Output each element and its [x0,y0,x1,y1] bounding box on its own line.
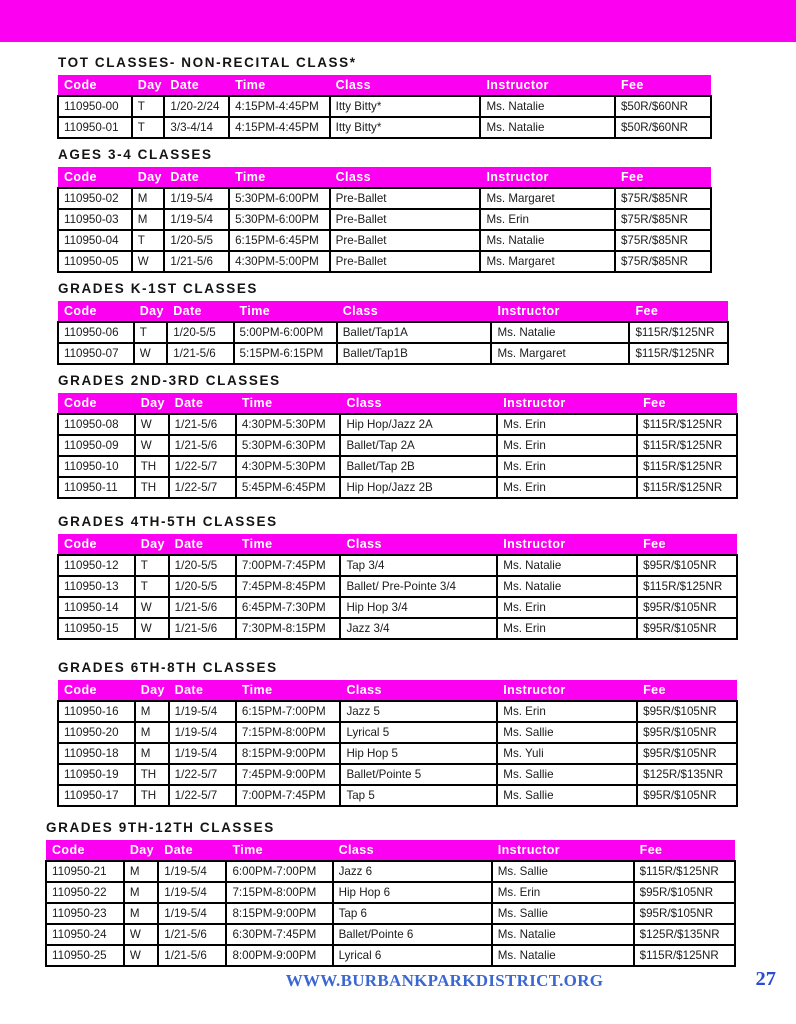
table-header-row [58,534,737,555]
table-row [46,924,735,945]
cell-time: 7:30PM-8:15PM [236,618,341,639]
cell-instructor: Ms. Sallie [492,861,634,882]
section-title: GRADES K-1ST CLASSES [58,281,259,296]
cell-day: T [132,117,165,138]
cell-day: W [134,343,168,364]
cell-fee: $95R/$105NR [637,701,737,722]
column-header-instructor: Instructor [491,301,629,322]
cell-class: Hip Hop 3/4 [340,597,497,618]
column-header-code: Code [58,301,134,322]
column-header-day: Day [124,840,158,861]
cell-class: Hip Hop 5 [340,743,497,764]
column-header-date: Date [158,840,226,861]
section-title: GRADES 4TH-5TH CLASSES [58,514,278,529]
cell-fee: $95R/$105NR [637,555,737,576]
cell-time: 7:00PM-7:45PM [236,555,341,576]
cell-fee: $115R/$125NR [637,477,737,498]
table-row [58,209,711,230]
cell-code: 110950-08 [58,414,135,435]
cell-fee: $95R/$105NR [634,903,735,924]
cell-fee: $115R/$125NR [629,322,728,343]
cell-time: 4:30PM-5:00PM [229,251,330,272]
column-header-fee: Fee [637,680,737,701]
cell-class: Ballet/Tap1B [337,343,492,364]
table-row [58,764,737,785]
table-row [58,188,711,209]
cell-day: T [135,576,169,597]
cell-time: 6:15PM-7:00PM [236,701,341,722]
column-header-time: Time [236,534,341,555]
table-row [58,576,737,597]
table-row [58,414,737,435]
column-header-code: Code [58,680,135,701]
cell-code: 110950-03 [58,209,132,230]
cell-date: 1/19-5/4 [164,188,229,209]
cell-date: 1/21-5/6 [164,251,229,272]
cell-instructor: Ms. Erin [480,209,615,230]
table-row [58,785,737,806]
class-section [57,660,796,807]
cell-date: 1/20-5/5 [169,576,236,597]
cell-date: 1/19-5/4 [169,743,236,764]
table-row [46,945,735,966]
cell-instructor: Ms. Natalie [491,322,629,343]
cell-fee: $125R/$135NR [637,764,737,785]
table-header [58,534,737,555]
section-title: GRADES 9TH-12TH CLASSES [46,820,275,835]
cell-class: Tap 6 [333,903,492,924]
cell-code: 110950-00 [58,96,132,117]
cell-code: 110950-14 [58,597,135,618]
cell-class: Ballet/ Pre-Pointe 3/4 [340,576,497,597]
cell-date: 1/19-5/4 [169,701,236,722]
cell-time: 8:15PM-9:00PM [226,903,332,924]
cell-date: 1/20-5/5 [167,322,233,343]
column-header-day: Day [135,534,169,555]
section-title: GRADES 6TH-8TH CLASSES [58,660,278,675]
cell-instructor: Ms. Sallie [492,903,634,924]
cell-code: 110950-06 [58,322,134,343]
cell-code: 110950-19 [58,764,135,785]
cell-code: 110950-17 [58,785,135,806]
cell-fee: $115R/$125NR [637,456,737,477]
cell-date: 1/21-5/6 [169,414,236,435]
cell-day: M [124,882,158,903]
table-row [58,597,737,618]
cell-time: 5:30PM-6:00PM [229,209,330,230]
column-header-time: Time [226,840,332,861]
cell-date: 1/21-5/6 [167,343,233,364]
cell-day: W [135,597,169,618]
column-header-class: Class [333,840,492,861]
cell-code: 110950-23 [46,903,124,924]
cell-day: M [135,701,169,722]
cell-date: 1/22-5/7 [169,477,236,498]
table-row [58,251,711,272]
top-accent-band [0,0,796,42]
table-header [58,167,711,188]
cell-fee: $95R/$105NR [637,722,737,743]
section-title: AGES 3-4 CLASSES [58,147,213,162]
class-table [57,534,738,640]
column-header-instructor: Instructor [480,167,615,188]
cell-time: 4:30PM-5:30PM [236,456,341,477]
cell-code: 110950-07 [58,343,134,364]
cell-fee: $115R/$125NR [629,343,728,364]
cell-fee: $115R/$125NR [634,945,735,966]
cell-instructor: Ms. Margaret [480,251,615,272]
cell-class: Ballet/Tap 2A [340,435,497,456]
cell-class: Hip Hop/Jazz 2B [340,477,497,498]
cell-day: W [135,414,169,435]
cell-instructor: Ms. Erin [492,882,634,903]
cell-fee: $50R/$60NR [615,96,711,117]
table-header-row [58,301,728,322]
table-header-row [58,167,711,188]
cell-code: 110950-18 [58,743,135,764]
column-header-fee: Fee [637,393,737,414]
cell-code: 110950-02 [58,188,132,209]
cell-time: 4:30PM-5:30PM [236,414,341,435]
cell-time: 6:15PM-6:45PM [229,230,330,251]
cell-code: 110950-05 [58,251,132,272]
section-title: TOT CLASSES- NON-RECITAL CLASS* [58,55,357,70]
cell-instructor: Ms. Margaret [491,343,629,364]
cell-instructor: Ms. Natalie [492,924,634,945]
cell-instructor: Ms. Margaret [480,188,615,209]
column-header-date: Date [169,680,236,701]
table-header-row [46,840,735,861]
cell-date: 1/19-5/4 [158,882,226,903]
cell-day: T [132,230,165,251]
cell-code: 110950-20 [58,722,135,743]
cell-class: Ballet/Tap 2B [340,456,497,477]
table-row [46,861,735,882]
cell-instructor: Ms. Erin [497,597,637,618]
cell-fee: $95R/$105NR [634,882,735,903]
cell-instructor: Ms. Sallie [497,785,637,806]
cell-fee: $95R/$105NR [637,785,737,806]
cell-class: Ballet/Pointe 5 [340,764,497,785]
column-header-instructor: Instructor [497,534,637,555]
column-header-fee: Fee [615,167,711,188]
cell-instructor: Ms. Yuli [497,743,637,764]
cell-time: 7:15PM-8:00PM [226,882,332,903]
cell-fee: $115R/$125NR [637,576,737,597]
column-header-fee: Fee [634,840,735,861]
column-header-date: Date [169,534,236,555]
cell-day: W [132,251,165,272]
cell-code: 110950-25 [46,945,124,966]
cell-day: M [132,209,165,230]
page-footer [57,968,796,997]
column-header-instructor: Instructor [497,393,637,414]
cell-day: T [134,322,168,343]
column-header-class: Class [340,393,497,414]
cell-time: 6:30PM-7:45PM [226,924,332,945]
cell-time: 7:00PM-7:45PM [236,785,341,806]
cell-day: TH [135,785,169,806]
cell-day: M [135,722,169,743]
cell-code: 110950-01 [58,117,132,138]
table-header-row [58,393,737,414]
cell-date: 1/21-5/6 [169,597,236,618]
class-schedule-page [0,42,796,997]
table-header [58,393,737,414]
cell-time: 4:15PM-4:45PM [229,96,330,117]
column-header-time: Time [229,75,330,96]
cell-fee: $50R/$60NR [615,117,711,138]
column-header-code: Code [58,75,132,96]
column-header-code: Code [58,167,132,188]
cell-fee: $75R/$85NR [615,188,711,209]
table-row [58,230,711,251]
column-header-day: Day [132,75,165,96]
cell-day: W [135,435,169,456]
cell-class: Jazz 3/4 [340,618,497,639]
cell-fee: $75R/$85NR [615,209,711,230]
cell-class: Ballet/Pointe 6 [333,924,492,945]
cell-day: M [124,861,158,882]
cell-class: Pre-Ballet [330,251,481,272]
column-header-class: Class [340,680,497,701]
cell-time: 5:45PM-6:45PM [236,477,341,498]
cell-fee: $75R/$85NR [615,230,711,251]
cell-time: 7:45PM-8:45PM [236,576,341,597]
cell-date: 1/21-5/6 [169,435,236,456]
table-row [58,456,737,477]
cell-instructor: Ms. Erin [497,477,637,498]
table-header-row [58,680,737,701]
class-section [45,820,796,967]
table-row [58,343,728,364]
cell-day: W [124,945,158,966]
cell-class: Hip Hop/Jazz 2A [340,414,497,435]
cell-class: Ballet/Tap1A [337,322,492,343]
column-header-class: Class [340,534,497,555]
column-header-date: Date [167,301,233,322]
cell-code: 110950-16 [58,701,135,722]
cell-code: 110950-15 [58,618,135,639]
column-header-time: Time [236,680,341,701]
class-table [57,301,729,365]
cell-class: Pre-Ballet [330,188,481,209]
column-header-date: Date [164,75,229,96]
column-header-date: Date [169,393,236,414]
column-header-time: Time [229,167,330,188]
cell-fee: $115R/$125NR [637,435,737,456]
cell-time: 5:15PM-6:15PM [234,343,337,364]
cell-class: Hip Hop 6 [333,882,492,903]
cell-instructor: Ms. Sallie [497,764,637,785]
column-header-instructor: Instructor [480,75,615,96]
cell-date: 1/19-5/4 [158,903,226,924]
cell-code: 110950-13 [58,576,135,597]
column-header-fee: Fee [629,301,728,322]
cell-day: M [135,743,169,764]
cell-day: TH [135,456,169,477]
cell-class: Lyrical 6 [333,945,492,966]
cell-class: Pre-Ballet [330,230,481,251]
website-url-link[interactable]: WWW.BURBANKPARKDISTRICT.ORG [285,971,604,990]
cell-day: M [132,188,165,209]
table-header-row [58,75,711,96]
cell-day: T [135,555,169,576]
cell-date: 1/21-5/6 [158,924,226,945]
table-row [58,96,711,117]
table-row [58,722,737,743]
cell-date: 1/19-5/4 [169,722,236,743]
cell-fee: $95R/$105NR [637,618,737,639]
class-section [57,147,796,273]
column-header-instructor: Instructor [492,840,634,861]
page-number: 27 [755,968,776,990]
cell-day: TH [135,477,169,498]
cell-class: Itty Bitty* [330,96,481,117]
cell-day: T [132,96,165,117]
table-header [58,680,737,701]
column-header-class: Class [337,301,492,322]
cell-code: 110950-22 [46,882,124,903]
cell-class: Tap 3/4 [340,555,497,576]
cell-date: 1/21-5/6 [169,618,236,639]
cell-instructor: Ms. Natalie [480,230,615,251]
cell-time: 5:30PM-6:00PM [229,188,330,209]
cell-instructor: Ms. Natalie [480,96,615,117]
cell-instructor: Ms. Erin [497,701,637,722]
column-header-day: Day [134,301,168,322]
table-row [58,322,728,343]
cell-code: 110950-21 [46,861,124,882]
column-header-time: Time [234,301,337,322]
cell-date: 1/20-5/5 [164,230,229,251]
cell-date: 1/19-5/4 [164,209,229,230]
cell-date: 1/22-5/7 [169,785,236,806]
column-header-fee: Fee [615,75,711,96]
class-table [57,680,738,807]
cell-day: TH [135,764,169,785]
cell-date: 1/21-5/6 [158,945,226,966]
class-table [57,393,738,499]
cell-code: 110950-10 [58,456,135,477]
class-table [45,840,736,967]
cell-instructor: Ms. Erin [497,618,637,639]
cell-class: Pre-Ballet [330,209,481,230]
column-header-class: Class [330,167,481,188]
cell-class: Lyrical 5 [340,722,497,743]
table-row [46,882,735,903]
cell-instructor: Ms. Erin [497,414,637,435]
table-row [58,117,711,138]
cell-day: M [124,903,158,924]
cell-code: 110950-09 [58,435,135,456]
class-section [57,281,796,365]
column-header-code: Code [46,840,124,861]
table-row [58,435,737,456]
cell-time: 6:00PM-7:00PM [226,861,332,882]
column-header-code: Code [58,534,135,555]
cell-instructor: Ms. Natalie [497,555,637,576]
cell-instructor: Ms. Erin [497,435,637,456]
class-section [57,55,796,139]
cell-fee: $95R/$105NR [637,597,737,618]
cell-time: 7:15PM-8:00PM [236,722,341,743]
column-header-time: Time [236,393,341,414]
table-row [58,477,737,498]
cell-class: Tap 5 [340,785,497,806]
cell-instructor: Ms. Erin [497,456,637,477]
class-table [57,167,712,273]
cell-date: 1/20-5/5 [169,555,236,576]
table-header [58,301,728,322]
cell-fee: $95R/$105NR [637,743,737,764]
cell-date: 1/19-5/4 [158,861,226,882]
class-section [57,514,796,640]
cell-day: W [135,618,169,639]
table-row [58,618,737,639]
cell-instructor: Ms. Natalie [492,945,634,966]
cell-fee: $125R/$135NR [634,924,735,945]
column-header-fee: Fee [637,534,737,555]
cell-class: Jazz 5 [340,701,497,722]
column-header-date: Date [164,167,229,188]
cell-time: 7:45PM-9:00PM [236,764,341,785]
class-section [57,373,796,499]
column-header-code: Code [58,393,135,414]
cell-date: 1/22-5/7 [169,764,236,785]
column-header-day: Day [135,393,169,414]
column-header-day: Day [135,680,169,701]
column-header-day: Day [132,167,165,188]
cell-time: 4:15PM-4:45PM [229,117,330,138]
cell-date: 1/22-5/7 [169,456,236,477]
cell-time: 5:30PM-6:30PM [236,435,341,456]
cell-instructor: Ms. Natalie [480,117,615,138]
cell-time: 5:00PM-6:00PM [234,322,337,343]
table-header [58,75,711,96]
cell-code: 110950-11 [58,477,135,498]
cell-day: W [124,924,158,945]
column-header-class: Class [330,75,481,96]
cell-code: 110950-12 [58,555,135,576]
table-row [58,701,737,722]
cell-class: Itty Bitty* [330,117,481,138]
cell-date: 1/20-2/24 [164,96,229,117]
cell-instructor: Ms. Sallie [497,722,637,743]
table-row [46,903,735,924]
cell-code: 110950-24 [46,924,124,945]
cell-time: 6:45PM-7:30PM [236,597,341,618]
table-header [46,840,735,861]
cell-date: 3/3-4/14 [164,117,229,138]
cell-fee: $115R/$125NR [637,414,737,435]
cell-time: 8:15PM-9:00PM [236,743,341,764]
section-title: GRADES 2ND-3RD CLASSES [58,373,281,388]
table-row [58,555,737,576]
cell-fee: $75R/$85NR [615,251,711,272]
table-row [58,743,737,764]
column-header-instructor: Instructor [497,680,637,701]
cell-time: 8:00PM-9:00PM [226,945,332,966]
class-table [57,75,712,139]
cell-code: 110950-04 [58,230,132,251]
cell-instructor: Ms. Natalie [497,576,637,597]
cell-fee: $115R/$125NR [634,861,735,882]
sections-container [46,55,796,967]
cell-class: Jazz 6 [333,861,492,882]
